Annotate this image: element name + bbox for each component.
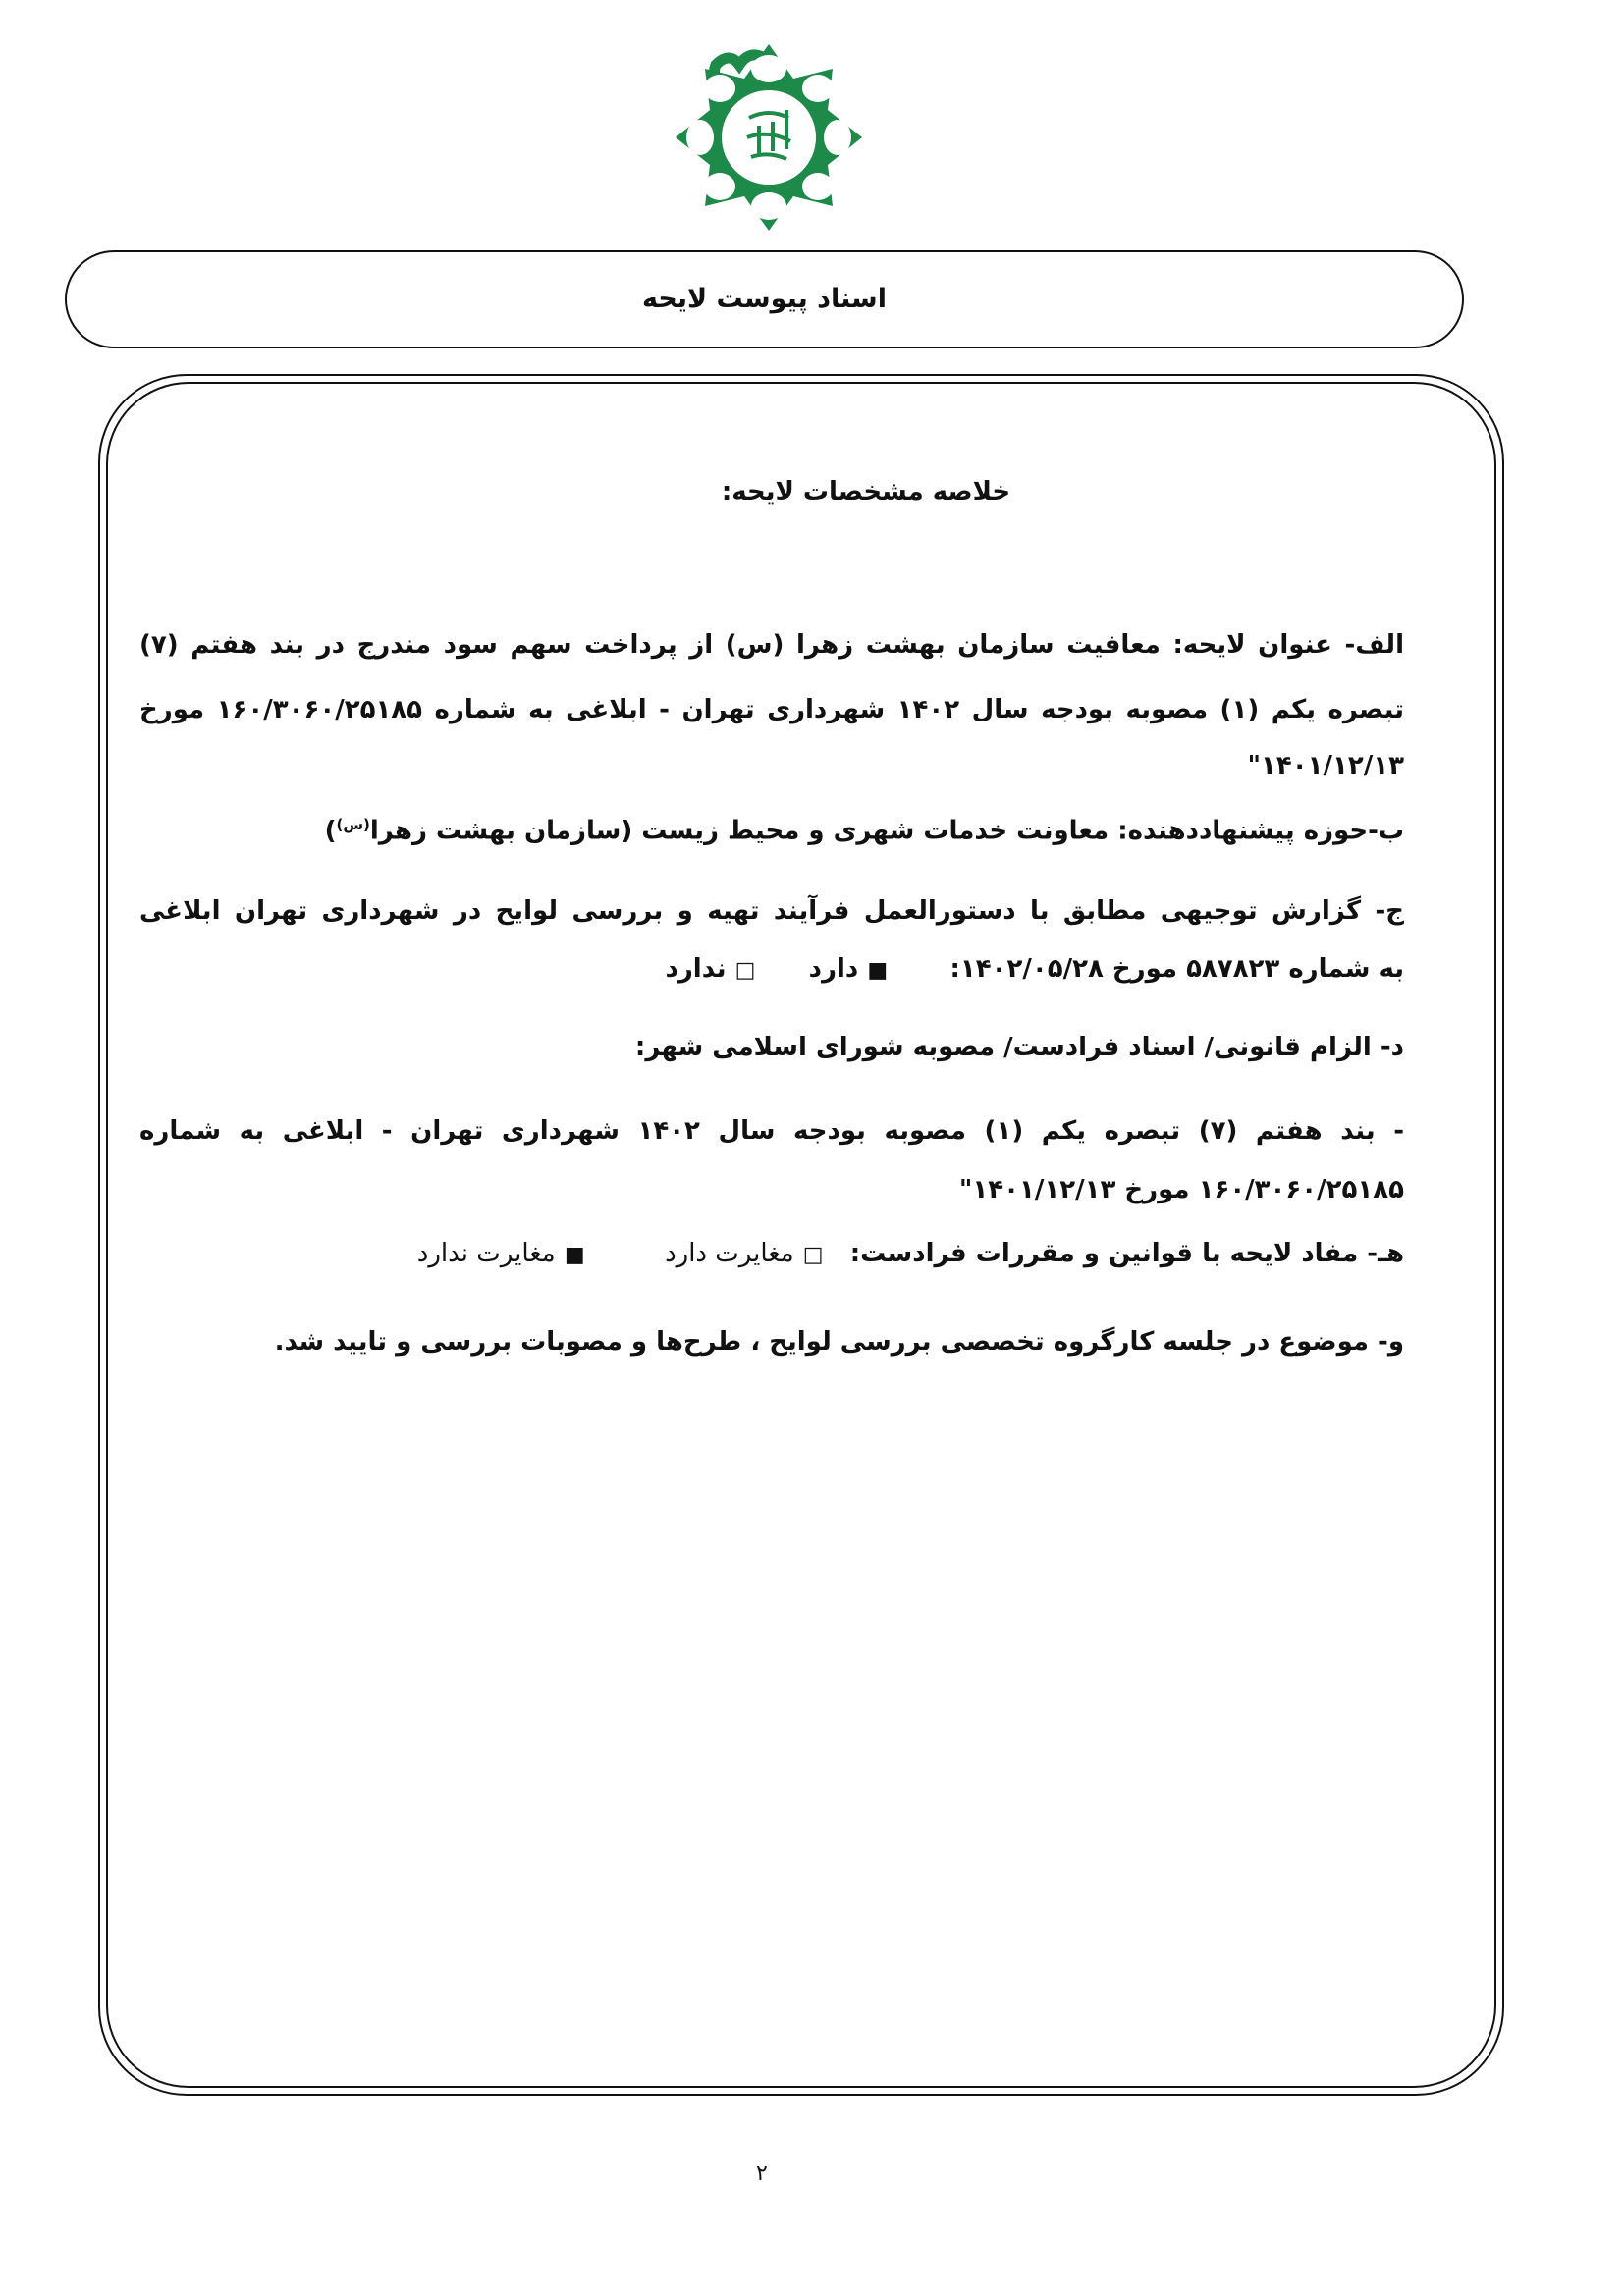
section-alef-line-1: الف- عنوان لایحه: معافیت سازمان بهشت زهرا (س) از پرداخت سهم سود مندرج در بند هفتم (۷) (139, 630, 1404, 660)
section-dal-item-line-1: - بند هفتم (۷) تبصره یکم (۱) مصوبه بودجه سال ۱۴۰۲ شهرداری تهران - ابلاغی به شماره (139, 1116, 1404, 1146)
tehran-municipality-logo (671, 39, 867, 236)
page-number: ۲ (756, 2162, 768, 2186)
header-box (65, 250, 1464, 348)
section-jim-ref: به شماره ۵۸۷۸۲۳ مورخ ۱۴۰۲/۰۵/۲۸: (949, 954, 1404, 984)
checkbox-no-conflict-checked[interactable]: ■ (564, 1243, 585, 1267)
checkbox-conflict-unchecked[interactable]: □ (802, 1243, 824, 1267)
section-jim-line-2 (139, 954, 1404, 984)
section-he (139, 1239, 1404, 1268)
section-jim-line-1: ج- گزارش توجیهی مطابق با دستورالعمل فرآیند تهیه و بررسی لوایح در شهرداری تهران ابلاغی (139, 896, 1404, 926)
section-dal: د- الزام قانونی/ اسناد فرادست/ مصوبه شورای اسلامی شهر: (634, 1033, 1404, 1062)
section-dal-item-line-2: ۱۶۰/۳۰۶۰/۲۵۱۸۵ مورخ ۱۴۰۱/۱۲/۱۳" (958, 1175, 1404, 1204)
section-he-label: هـ- مفاد لایحه با قوانین و مقررات فرادست: (849, 1239, 1404, 1268)
section-be (139, 816, 1404, 846)
option-has-not-label: ندارد (665, 954, 727, 984)
option-has-label: دارد (808, 954, 859, 984)
checkbox-has-checked[interactable]: ■ (867, 958, 889, 983)
summary-title: خلاصه مشخصات لایحه: (721, 477, 1011, 507)
option-conflict-label: مغایرت دارد (665, 1239, 794, 1268)
option-no-conflict-label: مغایرت ندارد (416, 1239, 556, 1268)
header-title: اسناد پیوست لایحه (642, 284, 887, 314)
section-be-sup: (س) (336, 816, 370, 833)
section-alef-line-3: ۱۴۰۱/۱۲/۱۳" (1247, 751, 1404, 780)
section-be-text: ب-حوزه پیشنهاددهنده: معاونت خدمات شهری و محیط زیست (سازمان بهشت زهرا (369, 816, 1404, 846)
checkbox-has-not-unchecked[interactable]: □ (734, 958, 756, 983)
section-be-close: ) (324, 816, 337, 846)
section-vav: و- موضوع در جلسه کارگروه تخصصی بررسی لوایح ، طرح‌ها و مصوبات بررسی و تایید شد. (274, 1327, 1404, 1357)
section-alef-line-2: تبصره یکم (۱) مصوبه بودجه سال ۱۴۰۲ شهرداری تهران - ابلاغی به شماره ۱۶۰/۳۰۶۰/۲۵۱۸۵ مورخ (139, 695, 1405, 724)
